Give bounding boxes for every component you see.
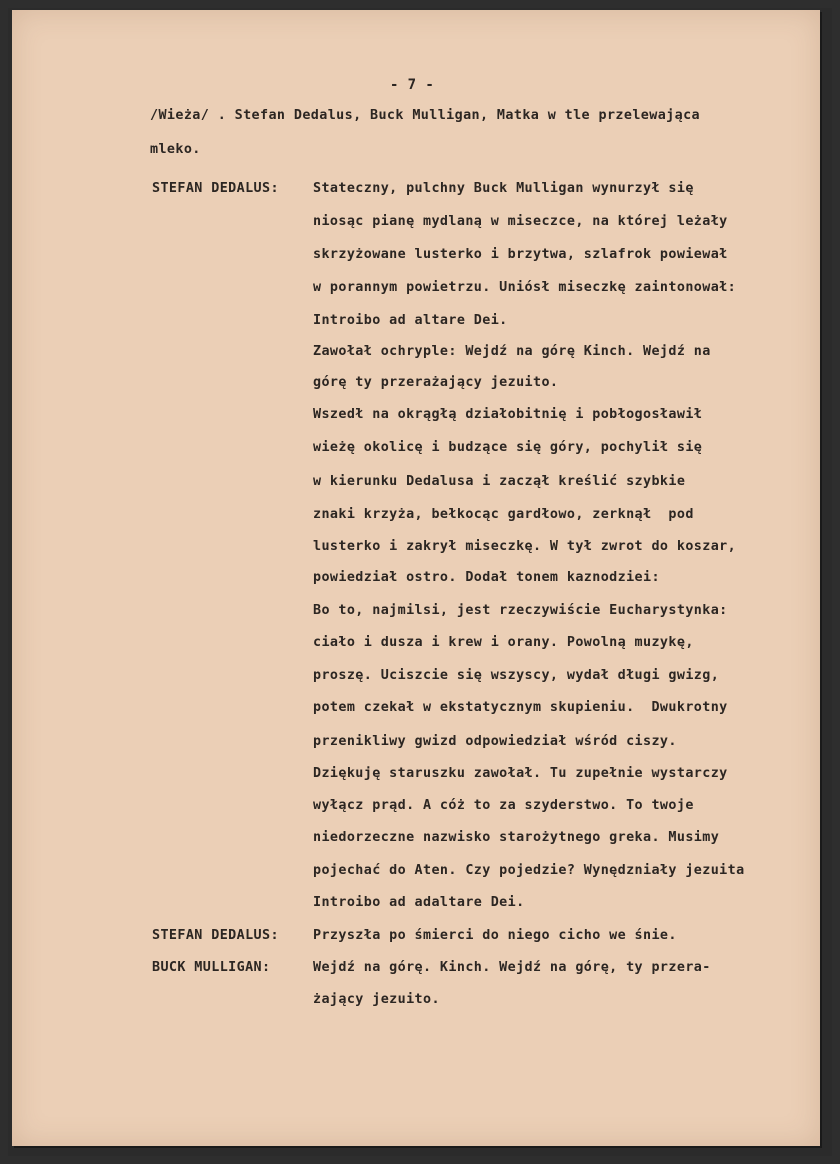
- dialogue-line: pojechać do Aten. Czy pojedzie? Wynędzniały jezuita: [313, 863, 745, 878]
- dialogue-line: proszę. Uciszcie się wszyscy, wydał długi gwizg,: [313, 668, 720, 683]
- dialogue-line: w porannym powietrzu. Uniósł miseczkę zaintonował:: [313, 280, 737, 295]
- stage-direction-line: mleko.: [150, 142, 201, 157]
- dialogue-line: Introibo ad adaltare Dei.: [313, 895, 525, 910]
- dialogue-line: żający jezuito.: [313, 992, 440, 1007]
- speaker-name: STEFAN DEDALUS:: [152, 181, 279, 196]
- stage-direction-line: /Wieża/ . Stefan Dedalus, Buck Mulligan, Matka w tle przelewająca: [150, 108, 701, 123]
- speaker-name: BUCK MULLIGAN:: [152, 960, 271, 975]
- dialogue-line: w kierunku Dedalusa i zaczął kreślić szybkie: [313, 474, 686, 489]
- dialogue-line: wieżę okolicę i budzące się góry, pochylił się: [313, 440, 703, 455]
- dialogue-line: Zawołał ochryple: Wejdź na górę Kinch. Wejdź na: [313, 344, 711, 359]
- dialogue-line: Wejdź na górę. Kinch. Wejdź na górę, ty przera-: [313, 960, 711, 975]
- dialogue-line: górę ty przerażający jezuito.: [313, 375, 559, 390]
- dialogue-line: niedorzeczne nazwisko starożytnego greka. Musimy: [313, 830, 720, 845]
- dialogue-line: Dziękuję staruszku zawołał. Tu zupełnie wystarczy: [313, 766, 728, 781]
- dialogue-line: znaki krzyża, bełkocąc gardłowo, zerknął pod: [313, 507, 694, 522]
- dialogue-line: wyłącz prąd. A cóż to za szyderstwo. To twoje: [313, 798, 694, 813]
- dialogue-line: lusterko i zakrył miseczkę. W tył zwrot do koszar,: [313, 539, 737, 554]
- speaker-name: STEFAN DEDALUS:: [152, 928, 279, 943]
- dialogue-line: powiedział ostro. Dodał tonem kaznodziei:: [313, 570, 660, 585]
- dialogue-line: przenikliwy gwizd odpowiedział wśród ciszy.: [313, 734, 677, 749]
- page-number: - 7 -: [390, 77, 435, 93]
- dialogue-line: Introibo ad altare Dei.: [313, 313, 508, 328]
- dialogue-line: skrzyżowane lusterko i brzytwa, szlafrok powiewał: [313, 247, 728, 262]
- dialogue-line: potem czekał w ekstatycznym skupieniu. Dwukrotny: [313, 700, 728, 715]
- dialogue-line: Stateczny, pulchny Buck Mulligan wynurzył się: [313, 181, 694, 196]
- dialogue-line: Bo to, najmilsi, jest rzeczywiście Eucharystynka:: [313, 603, 728, 618]
- dialogue-line: ciało i dusza i krew i orany. Powolną muzykę,: [313, 635, 694, 650]
- dialogue-line: niosąc pianę mydlaną w miseczce, na której leżały: [313, 214, 728, 229]
- dialogue-line: Przyszła po śmierci do niego cicho we śnie.: [313, 928, 677, 943]
- dialogue-line: Wszedł na okrągłą działobitnię i pobłogosławił: [313, 407, 703, 422]
